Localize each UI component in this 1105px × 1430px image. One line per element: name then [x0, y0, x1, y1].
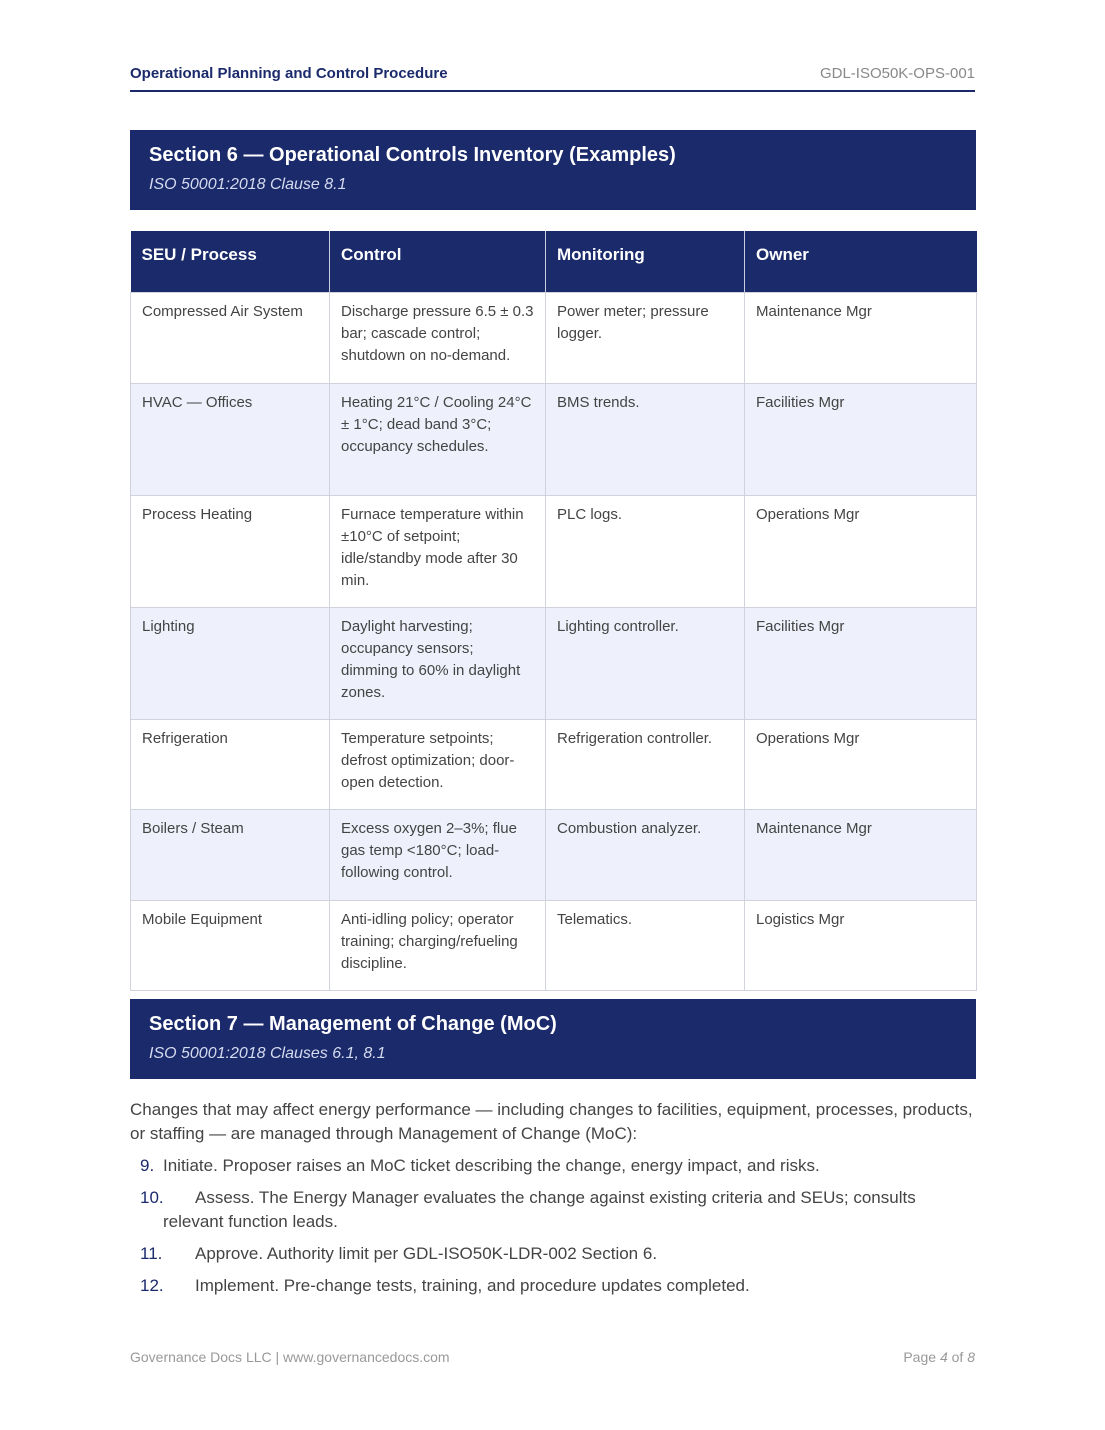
table-cell: Temperature setpoints; defrost optimization; door-open detection.	[330, 720, 546, 810]
step-number: 11.	[140, 1244, 163, 1263]
section-7-banner	[130, 999, 976, 1079]
table-row	[131, 384, 977, 496]
section-7-intro: Changes that may affect energy performance — including changes to facilities, equipment, processes, products, or staffing — are managed through Management of Change (MoC):	[130, 1100, 973, 1143]
table-cell: Operations Mgr	[745, 720, 977, 810]
column-header: Owner	[745, 231, 977, 293]
table-cell: Facilities Mgr	[745, 384, 977, 496]
table-cell: Mobile Equipment	[131, 901, 330, 991]
page-of: of	[951, 1349, 964, 1365]
section-6-title: Section 6 — Operational Controls Inventory (Examples)	[149, 144, 676, 166]
table-cell: Furnace temperature within ±10°C of setpoint; idle/standby mode after 30 min.	[330, 496, 546, 608]
table-cell: Telematics.	[546, 901, 745, 991]
table-cell: Refrigeration controller.	[546, 720, 745, 810]
table-cell: Anti-idling policy; operator training; charging/refueling discipline.	[330, 901, 546, 991]
table-row	[131, 901, 977, 991]
table-cell: Lighting	[131, 608, 330, 720]
list-item	[130, 1186, 975, 1234]
table-row	[131, 496, 977, 608]
page-header	[130, 62, 975, 92]
table-row	[131, 810, 977, 901]
document-id: GDL-ISO50K-OPS-001	[819, 65, 975, 82]
table-cell: Maintenance Mgr	[745, 810, 977, 901]
column-header: Control	[330, 231, 546, 293]
section-6-banner	[130, 130, 976, 210]
operational-controls-table	[130, 231, 977, 991]
section-7-title: Section 7 — Management of Change (MoC)	[149, 1013, 557, 1035]
table-header-row	[131, 231, 977, 293]
step-number: 9.	[140, 1156, 155, 1175]
table-cell: Lighting controller.	[546, 608, 745, 720]
table-cell: Power meter; pressure logger.	[546, 293, 745, 384]
table-cell: Heating 21°C / Cooling 24°C ± 1°C; dead band 3°C; occupancy schedules.	[330, 384, 546, 496]
table-row	[131, 608, 977, 720]
page-label: Page	[903, 1349, 937, 1365]
table-cell: Process Heating	[131, 496, 330, 608]
table-cell: HVAC — Offices	[131, 384, 330, 496]
table-cell: Combustion analyzer.	[546, 810, 745, 901]
table-cell: Excess oxygen 2–3%; flue gas temp <180°C; load-following control.	[330, 810, 546, 901]
section-7-subtitle: ISO 50001:2018 Clauses 6.1, 8.1	[149, 1045, 386, 1062]
list-item	[130, 1242, 975, 1266]
page-total: 8	[967, 1349, 975, 1365]
table-cell: Logistics Mgr	[745, 901, 977, 991]
step-number: 12.	[140, 1276, 164, 1295]
table-row	[131, 293, 977, 384]
table-cell: Boilers / Steam	[131, 810, 330, 901]
moc-steps-list	[130, 1154, 975, 1306]
step-number: 10.	[140, 1188, 164, 1207]
step-text: Assess. The Energy Manager evaluates the change against existing criteria and SEUs; consults relevant function leads.	[163, 1188, 916, 1231]
column-header: Monitoring	[546, 231, 745, 293]
column-header: SEU / Process	[131, 231, 330, 293]
page-current: 4	[939, 1349, 948, 1365]
step-text: Implement. Pre-change tests, training, and procedure updates completed.	[195, 1276, 750, 1295]
list-item	[130, 1274, 975, 1298]
step-text: Initiate. Proposer raises an MoC ticket describing the change, energy impact, and risks.	[163, 1156, 820, 1175]
footer-company: Governance Docs LLC | www.governancedocs.com	[130, 1349, 450, 1365]
table-cell: Daylight harvesting; occupancy sensors; dimming to 60% in daylight zones.	[330, 608, 546, 720]
table-cell: Facilities Mgr	[745, 608, 977, 720]
table-cell: PLC logs.	[546, 496, 745, 608]
list-item	[130, 1154, 975, 1178]
footer-page-number	[903, 1349, 975, 1365]
table-cell: Compressed Air System	[131, 293, 330, 384]
table-row	[131, 720, 977, 810]
table-cell: Discharge pressure 6.5 ± 0.3 bar; cascade control; shutdown on no-demand.	[330, 293, 546, 384]
table-cell: Maintenance Mgr	[745, 293, 977, 384]
section-6-subtitle: ISO 50001:2018 Clause 8.1	[149, 176, 347, 193]
table-cell: BMS trends.	[546, 384, 745, 496]
table-cell: Operations Mgr	[745, 496, 977, 608]
table-cell: Refrigeration	[131, 720, 330, 810]
document-title: Operational Planning and Control Procedure	[130, 65, 448, 82]
step-text: Approve. Authority limit per GDL-ISO50K-LDR-002 Section 6.	[195, 1244, 658, 1263]
